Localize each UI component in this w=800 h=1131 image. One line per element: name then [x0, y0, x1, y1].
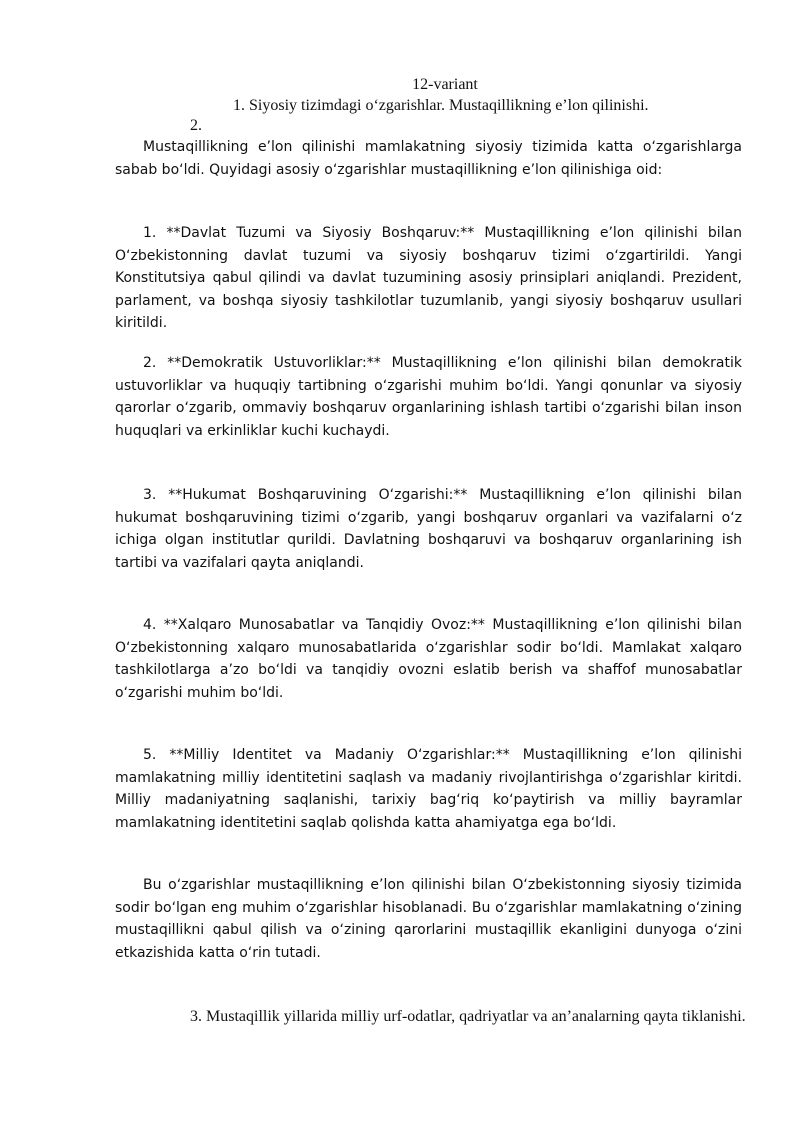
list-item-4: 4. **Xalqaro Munosabatlar va Tanqidiy Ovoz:** Mustaqillikning e’lon qilinishi bilan O‘zbekistonning xalqaro munosabatlarida o‘zgarishlar sodir bo‘ldi. Mamlakat xalqaro tashkilotlarga a’zo bo‘ldi va tanqidiy ovozni eslatib berish va shaffof munosabatlar o‘zgarishi muhim bo‘ldi.: [115, 617, 742, 701]
intro-paragraph: Mustaqillikning e’lon qilinishi mamlakatning siyosiy tizimida katta o‘zgarishlarga sabab bo‘ldi. Quyidagi asosiy o‘zgarishlar mustaqillikning e’lon qilinishiga oid:: [115, 139, 742, 178]
variant-title: 12-variant: [412, 76, 478, 93]
list-item-1: 1. **Davlat Tuzumi va Siyosiy Boshqaruv:** Mustaqillikning e’lon qilinishi bilan O‘zbekistonning davlat tuzumi va siyosiy boshqaruv tizimi o‘zgartirildi. Yangi Konstitutsiya qabul qilindi va davlat tuzumining asosiy prinsiplari aniqlandi. Prezident, parlament, va boshqa siyosiy tashkilotlar tuzumlanib, yangi siyosiy boshqaruv usullari kiritildi.: [115, 225, 742, 331]
section-heading-3: 3. Mustaqillik yillarida milliy urf-odatlar, qadriyatlar va an’analarning qayta tiklanishi.: [190, 1008, 746, 1025]
conclusion-paragraph: Bu o‘zgarishlar mustaqillikning e’lon qilinishi bilan O‘zbekistonning siyosiy tizimida sodir bo‘lgan eng muhim o‘zgarishlar hisoblanadi. Bu o‘zgarishlar mamlakatning o‘zining mustaqillikni qabul qilish va o‘zining qarorlarini mustaqillik ekanligini dunyoga o‘zini etkazishida katta o‘rin tutadi.: [115, 877, 742, 961]
list-marker-2: 2.: [190, 117, 202, 134]
list-item-2: 2. **Demokratik Ustuvorliklar:** Mustaqillikning e’lon qilinishi bilan demokratik ustuvorliklar va huquqiy tartibning o‘zgarishi muhim bo‘ldi. Yangi qonunlar va siyosiy qarorlar o‘zgarib, ommaviy boshqaruv organlarining ishlash tartibi o‘zgarishi bilan inson huquqlari va erkinliklar kuchi kuchaydi.: [115, 355, 742, 439]
section-heading-1: 1. Siyosiy tizimdagi o‘zgarishlar. Mustaqillikning e’lon qilinishi.: [233, 97, 649, 114]
list-item-5: 5. **Milliy Identitet va Madaniy O‘zgarishlar:** Mustaqillikning e’lon qilinishi mamlakatning milliy identitetini saqlash va madaniy rivojlantirishga o‘zgarishlar kiritdi. Milliy madaniyatning saqlanishi, tarixiy bag‘riq ko‘paytirish va milliy bayramlar mamlakatning identitetini saqlab qolishda katta ahamiyatga ega bo‘ldi.: [115, 747, 742, 831]
list-item-3: 3. **Hukumat Boshqaruvining O‘zgarishi:** Mustaqillikning e’lon qilinishi bilan hukumat boshqaruvining tizimi o‘zgarib, yangi boshqaruv organlari va vazifalarni o‘z ichiga olgan institutlar qurildi. Davlatning boshqaruvi va boshqaruv organlarining ish tartibi va vazifalari qayta aniqlandi.: [115, 487, 742, 571]
